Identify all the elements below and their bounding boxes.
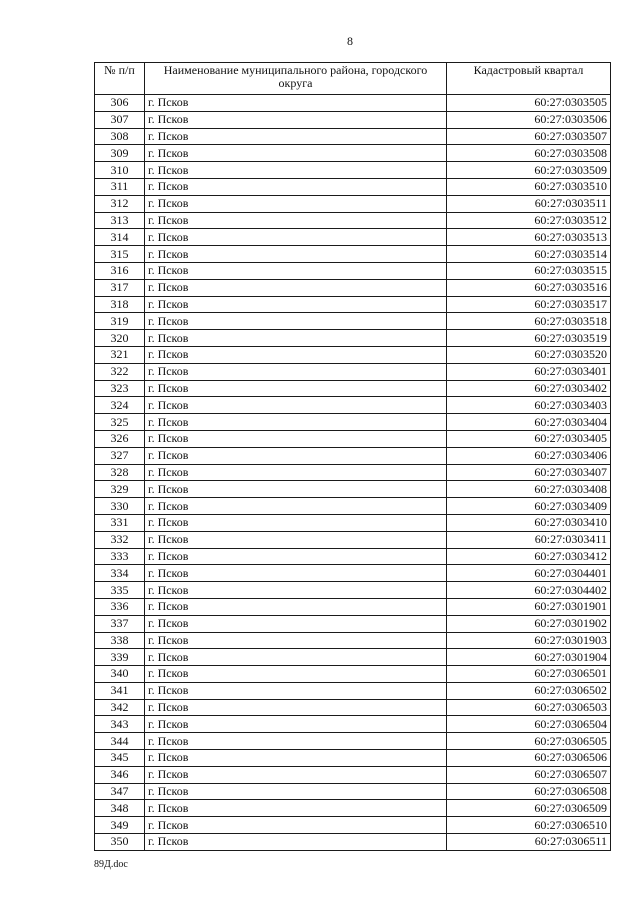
table-body [95, 95, 611, 851]
row-cadastral-quarter: 60:27:0301903 [447, 632, 611, 649]
page-number: 8 [347, 34, 353, 48]
row-cadastral-quarter: 60:27:0304402 [447, 582, 611, 599]
row-number: 348 [95, 800, 145, 817]
row-district-name: г. Псков [145, 699, 447, 716]
row-district-name: г. Псков [145, 531, 447, 548]
table-row [95, 565, 611, 582]
table-row [95, 229, 611, 246]
row-number: 329 [95, 481, 145, 498]
table-row [95, 649, 611, 666]
table-row [95, 632, 611, 649]
row-cadastral-quarter: 60:27:0303405 [447, 430, 611, 447]
row-number: 335 [95, 582, 145, 599]
row-number: 320 [95, 330, 145, 347]
row-cadastral-quarter: 60:27:0303412 [447, 548, 611, 565]
row-cadastral-quarter: 60:27:0303512 [447, 212, 611, 229]
row-cadastral-quarter: 60:27:0304401 [447, 565, 611, 582]
table-row [95, 514, 611, 531]
row-district-name: г. Псков [145, 800, 447, 817]
table-row [95, 598, 611, 615]
header-number: № п/п [95, 63, 145, 95]
row-cadastral-quarter: 60:27:0306511 [447, 834, 611, 851]
table-row [95, 195, 611, 212]
row-cadastral-quarter: 60:27:0303509 [447, 162, 611, 179]
row-district-name: г. Псков [145, 246, 447, 263]
header-district-name: Наименование муниципального района, городского округа [145, 63, 447, 95]
row-district-name: г. Псков [145, 598, 447, 615]
row-cadastral-quarter: 60:27:0303516 [447, 279, 611, 296]
row-cadastral-quarter: 60:27:0303408 [447, 481, 611, 498]
row-district-name: г. Псков [145, 145, 447, 162]
row-number: 310 [95, 162, 145, 179]
row-number: 345 [95, 750, 145, 767]
cadastral-table [94, 62, 611, 851]
table-row [95, 162, 611, 179]
row-district-name: г. Псков [145, 95, 447, 112]
row-number: 307 [95, 111, 145, 128]
row-cadastral-quarter: 60:27:0303518 [447, 313, 611, 330]
table-row [95, 346, 611, 363]
row-cadastral-quarter: 60:27:0301902 [447, 615, 611, 632]
row-district-name: г. Псков [145, 682, 447, 699]
row-cadastral-quarter: 60:27:0303510 [447, 178, 611, 195]
row-number: 321 [95, 346, 145, 363]
table-row [95, 733, 611, 750]
table-row [95, 414, 611, 431]
row-district-name: г. Псков [145, 464, 447, 481]
row-number: 322 [95, 363, 145, 380]
table-row [95, 145, 611, 162]
table-row [95, 212, 611, 229]
table-row [95, 498, 611, 515]
row-number: 343 [95, 716, 145, 733]
row-district-name: г. Псков [145, 733, 447, 750]
row-number: 323 [95, 380, 145, 397]
row-number: 311 [95, 178, 145, 195]
row-number: 350 [95, 834, 145, 851]
table-row [95, 716, 611, 733]
table-row [95, 95, 611, 112]
row-cadastral-quarter: 60:27:0306504 [447, 716, 611, 733]
row-number: 315 [95, 246, 145, 263]
row-cadastral-quarter: 60:27:0303404 [447, 414, 611, 431]
table-row [95, 279, 611, 296]
row-district-name: г. Псков [145, 783, 447, 800]
row-cadastral-quarter: 60:27:0306506 [447, 750, 611, 767]
row-district-name: г. Псков [145, 262, 447, 279]
row-district-name: г. Псков [145, 632, 447, 649]
row-district-name: г. Псков [145, 582, 447, 599]
row-district-name: г. Псков [145, 111, 447, 128]
row-cadastral-quarter: 60:27:0306505 [447, 733, 611, 750]
table-row [95, 330, 611, 347]
row-district-name: г. Псков [145, 498, 447, 515]
row-cadastral-quarter: 60:27:0303505 [447, 95, 611, 112]
table-row [95, 430, 611, 447]
row-number: 346 [95, 766, 145, 783]
table-row [95, 128, 611, 145]
row-cadastral-quarter: 60:27:0303517 [447, 296, 611, 313]
row-cadastral-quarter: 60:27:0306501 [447, 666, 611, 683]
row-number: 316 [95, 262, 145, 279]
table-row [95, 615, 611, 632]
table-row [95, 582, 611, 599]
table-row [95, 548, 611, 565]
row-number: 326 [95, 430, 145, 447]
row-number: 340 [95, 666, 145, 683]
row-cadastral-quarter: 60:27:0303410 [447, 514, 611, 531]
table-row [95, 111, 611, 128]
row-cadastral-quarter: 60:27:0303403 [447, 397, 611, 414]
row-number: 328 [95, 464, 145, 481]
row-district-name: г. Псков [145, 481, 447, 498]
header-cadastral-quarter: Кадастровый квартал [447, 63, 611, 95]
table-row [95, 246, 611, 263]
row-district-name: г. Псков [145, 817, 447, 834]
row-district-name: г. Псков [145, 615, 447, 632]
table-row [95, 464, 611, 481]
row-cadastral-quarter: 60:27:0303508 [447, 145, 611, 162]
row-district-name: г. Псков [145, 363, 447, 380]
table-row [95, 766, 611, 783]
row-district-name: г. Псков [145, 716, 447, 733]
row-number: 342 [95, 699, 145, 716]
table-row [95, 666, 611, 683]
row-number: 331 [95, 514, 145, 531]
table-row [95, 313, 611, 330]
row-district-name: г. Псков [145, 430, 447, 447]
row-district-name: г. Псков [145, 766, 447, 783]
row-cadastral-quarter: 60:27:0303515 [447, 262, 611, 279]
row-cadastral-quarter: 60:27:0303507 [447, 128, 611, 145]
row-cadastral-quarter: 60:27:0303519 [447, 330, 611, 347]
row-cadastral-quarter: 60:27:0303401 [447, 363, 611, 380]
row-number: 341 [95, 682, 145, 699]
table-row [95, 699, 611, 716]
table-row [95, 783, 611, 800]
row-cadastral-quarter: 60:27:0306510 [447, 817, 611, 834]
row-number: 349 [95, 817, 145, 834]
row-cadastral-quarter: 60:27:0303513 [447, 229, 611, 246]
row-number: 309 [95, 145, 145, 162]
table-row [95, 178, 611, 195]
row-district-name: г. Псков [145, 212, 447, 229]
row-district-name: г. Псков [145, 447, 447, 464]
row-number: 318 [95, 296, 145, 313]
row-cadastral-quarter: 60:27:0303409 [447, 498, 611, 515]
row-district-name: г. Псков [145, 380, 447, 397]
row-number: 330 [95, 498, 145, 515]
row-district-name: г. Псков [145, 414, 447, 431]
row-cadastral-quarter: 60:27:0306502 [447, 682, 611, 699]
row-district-name: г. Псков [145, 750, 447, 767]
row-number: 312 [95, 195, 145, 212]
table-row [95, 800, 611, 817]
row-number: 324 [95, 397, 145, 414]
row-district-name: г. Псков [145, 279, 447, 296]
row-district-name: г. Псков [145, 128, 447, 145]
row-cadastral-quarter: 60:27:0303520 [447, 346, 611, 363]
row-number: 317 [95, 279, 145, 296]
row-number: 313 [95, 212, 145, 229]
row-cadastral-quarter: 60:27:0303406 [447, 447, 611, 464]
row-district-name: г. Псков [145, 346, 447, 363]
table-row [95, 682, 611, 699]
row-number: 347 [95, 783, 145, 800]
row-cadastral-quarter: 60:27:0301904 [447, 649, 611, 666]
row-cadastral-quarter: 60:27:0306507 [447, 766, 611, 783]
table-row [95, 262, 611, 279]
row-number: 339 [95, 649, 145, 666]
row-district-name: г. Псков [145, 162, 447, 179]
row-number: 332 [95, 531, 145, 548]
row-cadastral-quarter: 60:27:0306509 [447, 800, 611, 817]
row-district-name: г. Псков [145, 195, 447, 212]
table-row [95, 750, 611, 767]
table-row [95, 447, 611, 464]
table-row [95, 363, 611, 380]
row-district-name: г. Псков [145, 397, 447, 414]
row-district-name: г. Псков [145, 649, 447, 666]
row-number: 325 [95, 414, 145, 431]
table-row [95, 397, 611, 414]
row-number: 336 [95, 598, 145, 615]
table-row [95, 531, 611, 548]
row-district-name: г. Псков [145, 178, 447, 195]
row-number: 319 [95, 313, 145, 330]
table-header [95, 63, 611, 95]
row-number: 327 [95, 447, 145, 464]
table-row [95, 817, 611, 834]
row-district-name: г. Псков [145, 565, 447, 582]
row-number: 308 [95, 128, 145, 145]
row-district-name: г. Псков [145, 330, 447, 347]
row-district-name: г. Псков [145, 229, 447, 246]
row-number: 306 [95, 95, 145, 112]
row-number: 333 [95, 548, 145, 565]
row-number: 334 [95, 565, 145, 582]
table-row [95, 834, 611, 851]
row-district-name: г. Псков [145, 514, 447, 531]
row-district-name: г. Псков [145, 313, 447, 330]
row-district-name: г. Псков [145, 296, 447, 313]
row-cadastral-quarter: 60:27:0306508 [447, 783, 611, 800]
table-row [95, 481, 611, 498]
row-cadastral-quarter: 60:27:0303506 [447, 111, 611, 128]
row-number: 338 [95, 632, 145, 649]
row-cadastral-quarter: 60:27:0306503 [447, 699, 611, 716]
row-district-name: г. Псков [145, 548, 447, 565]
row-district-name: г. Псков [145, 666, 447, 683]
table-row [95, 380, 611, 397]
row-cadastral-quarter: 60:27:0303402 [447, 380, 611, 397]
table-row [95, 296, 611, 313]
row-cadastral-quarter: 60:27:0303514 [447, 246, 611, 263]
header-row [95, 63, 611, 95]
row-cadastral-quarter: 60:27:0303407 [447, 464, 611, 481]
row-cadastral-quarter: 60:27:0303511 [447, 195, 611, 212]
row-number: 337 [95, 615, 145, 632]
row-district-name: г. Псков [145, 834, 447, 851]
row-cadastral-quarter: 60:27:0303411 [447, 531, 611, 548]
row-number: 344 [95, 733, 145, 750]
footer-filename: 89Д.doc [94, 859, 128, 870]
row-number: 314 [95, 229, 145, 246]
row-cadastral-quarter: 60:27:0301901 [447, 598, 611, 615]
